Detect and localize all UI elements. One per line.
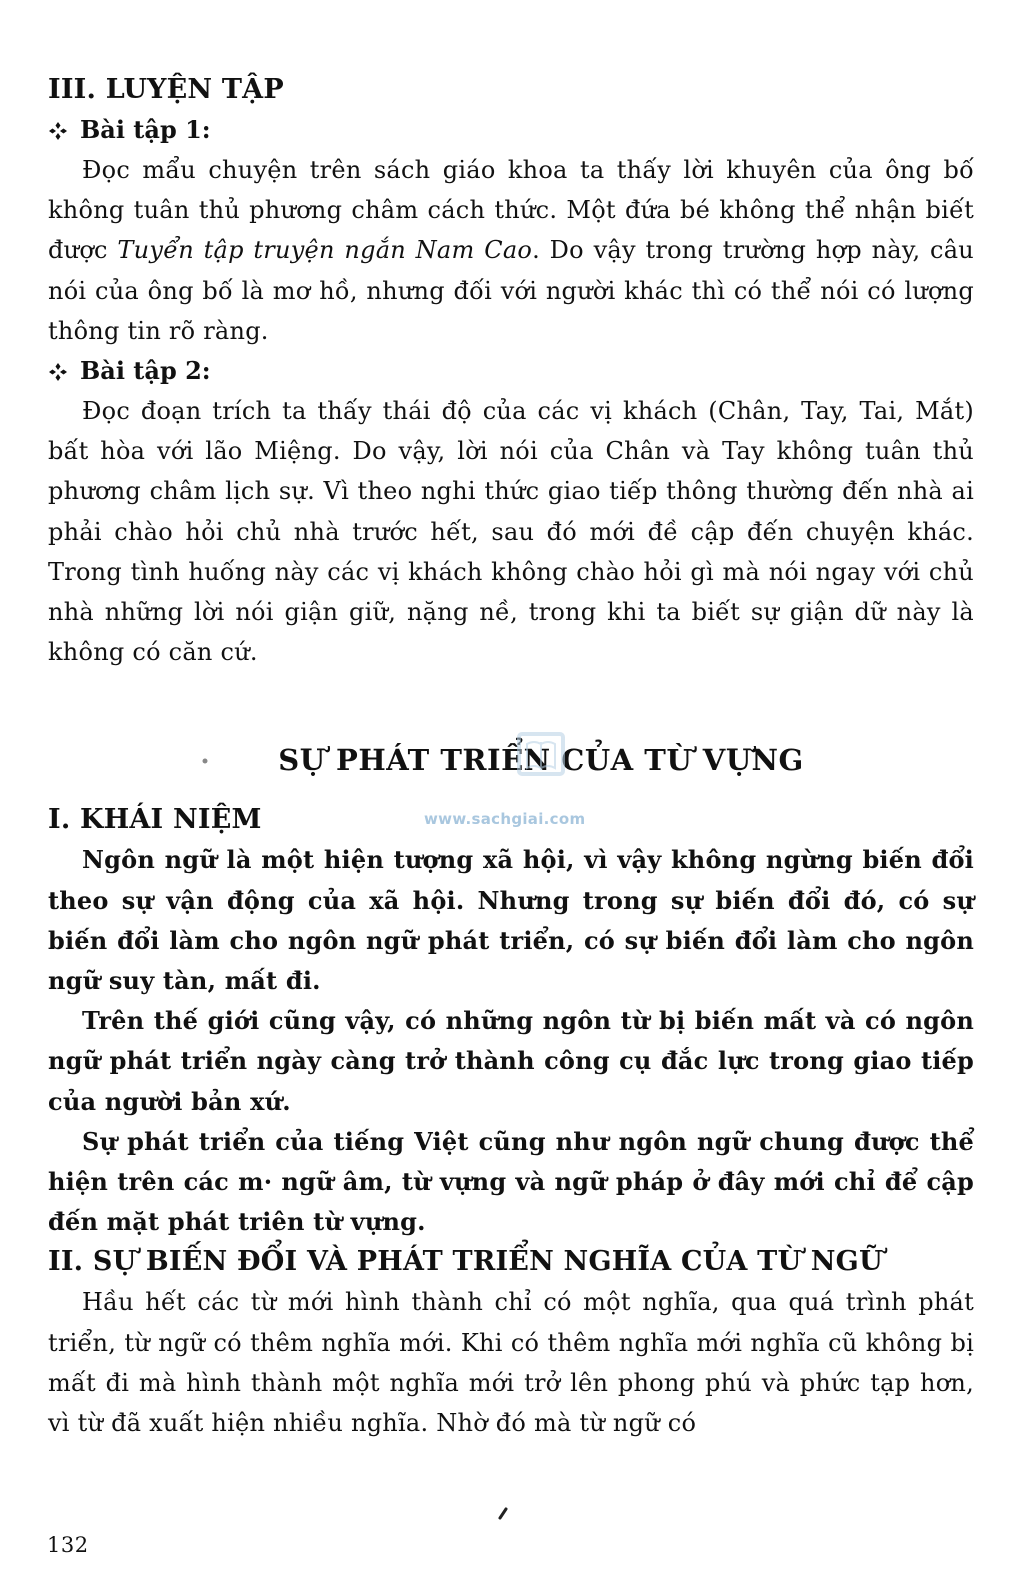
exercise-1-book-title: Tuyển tập truyện ngắn Nam Cao <box>117 236 533 265</box>
section-heading-meaning-change: II. SỰ BIẾN ĐỔI VÀ PHÁT TRIỂN NGHĨA CỦA TỪ NGỮ <box>48 1246 883 1278</box>
exercise-1-text-part1: Đọc mẩu chuyện trên sách giáo khoa ta thấy lời khuyên của ông bố không tuân thủ phương châm cách thức. Một đứa bé không thể nhận biết được <box>48 156 974 265</box>
section-heading-concept: I. KHÁI NIỆM <box>48 804 262 836</box>
exercise-2-answer: Đọc đoạn trích ta thấy thái độ của các vị khách (Chân, Tay, Tai, Mắt) bất hòa với lão Miệng. Do vậy, lời nói của Chân và Tay không tuân thủ phương châm lịch sự. Vì theo nghi thức giao tiếp thông thường đến nhà ai phải chào hỏi chủ nhà trước hết, sau đó mới đề cập đến chuyện khác. Trong tình huống này các vị khách không chào hỏi gì mà nói ngay với chủ nhà những lời nói giận giữ, nặng nề, trong khi ta biết sự giận dữ này là không có căn cứ. <box>48 397 974 667</box>
concept-paragraph-3: Sự phát triển của tiếng Việt cũng như ngôn ngữ chung được thể hiện trên các m· ngữ âm, từ vựng và ngữ pháp ở đây mới chỉ để cập đến mặt phát triên từ vựng. <box>48 1126 974 1237</box>
section-heading-practice: III. LUYỆN TẬP <box>48 74 284 105</box>
four-diamond-bullet-icon <box>48 121 68 141</box>
ink-mark <box>497 1506 509 1520</box>
watermark-url: www.sachgiai.com <box>424 810 586 828</box>
exercise-1-answer <box>48 150 974 351</box>
meaning-change-paragraph-1: Hầu hết các từ mới hình thành chỉ có một nghĩa, qua quá trình phát triển, từ ngữ có thêm nghĩa mới. Khi có thêm nghĩa mới nghĩa cũ không bị mất đi mà hình thành một nghĩa mới trở lên phong phú và phức tạp hơn, vì từ đã xuất hiện nhiều nghĩa. Nhờ đó mà từ ngữ có <box>48 1288 974 1438</box>
exercise-2-title <box>48 351 974 391</box>
chapter-title-text: SỰ PHÁT TRIỂN CỦA TỪ VỰNG <box>278 743 804 778</box>
exercise-1-title <box>48 110 974 150</box>
concept-paragraph-2: Trên thế giới cũng vậy, có những ngôn từ bị biến mất và có ngôn ngữ phát triển ngày càng trở thành công cụ đắc lực trong giao tiếp của người bản xứ. <box>48 1006 974 1116</box>
concept-paragraph-1: Ngôn ngữ là một hiện tượng xã hội, vì vậy không ngừng biến đổi theo sự vận động của xã hội. Nhưng trong sự biến đổi đó, có sự biến đổi làm cho ngôn ngữ phát triển, có sự biến đổi làm cho ngôn ngữ suy tàn, mất đi. <box>48 845 974 996</box>
four-diamond-bullet-icon <box>48 362 68 382</box>
exercise-2-label: Bài tập 2: <box>80 356 211 386</box>
exercise-1-text-part2: . Do vậy trong trường hợp này, câu nói của ông bố là mơ hồ, nhưng đối với người khác thì có thể nói có lượng thông tin rõ ràng. <box>48 236 975 345</box>
ink-speck <box>201 757 209 765</box>
exercise-1-label: Bài tập 1: <box>80 115 211 144</box>
chapter-title <box>108 740 974 780</box>
page-content <box>48 70 974 1443</box>
page-number: 132 <box>47 1533 89 1557</box>
